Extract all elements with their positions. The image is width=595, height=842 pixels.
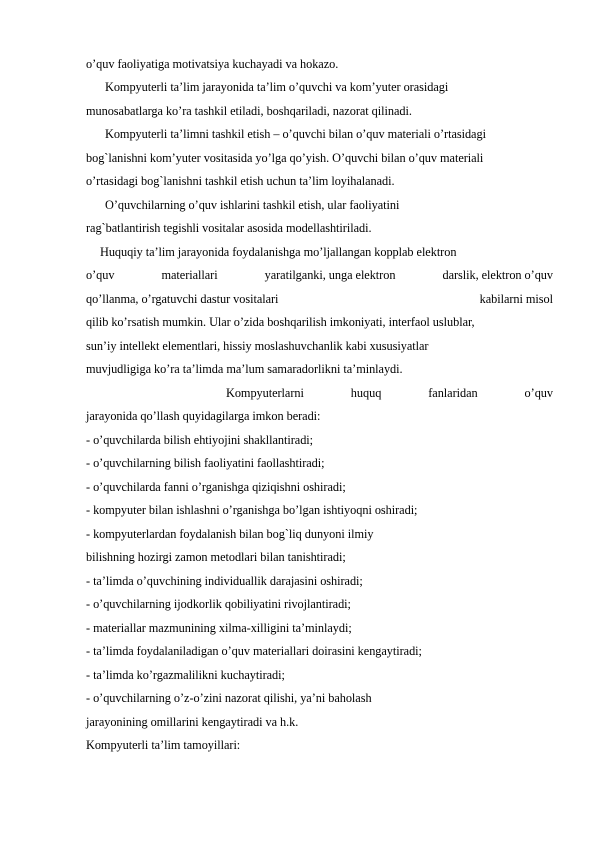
justified-line	[86, 292, 553, 306]
justified-line	[226, 386, 553, 400]
paragraph-first-line: Huquqiy ta’lim jarayonida foydalanishga mo’ljallangan kopplab elektron	[100, 245, 457, 259]
text-line: rag`batlantirish tegishli vositalar asosida modellashtiriladi.	[86, 221, 372, 235]
list-item: - o’quvchilarning bilish faoliyatini faollashtiradi;	[86, 456, 325, 470]
text-segment: materiallari	[161, 268, 218, 282]
text-line: muvjudligiga ko’ra ta’limda ma’lum samaradorlikni ta’minlaydi.	[86, 362, 403, 376]
list-item: - o’quvchilarning o’z-o’zini nazorat qilishi, ya’ni baholash	[86, 691, 372, 705]
text-line: o’rtasidagi bog`lanishni tashkil etish uchun ta’lim loyihalanadi.	[86, 174, 395, 188]
paragraph-first-line: Kompyuterli ta’lim jarayonida ta’lim o’quvchi va kom’yuter orasidagi	[105, 80, 449, 94]
text-segment: o’quv	[524, 386, 553, 400]
text-segment: Kompyuterlarni	[226, 386, 304, 400]
text-segment: kabilarni misol	[479, 292, 553, 306]
list-item: - o’quvchilarda bilish ehtiyojini shakllantiradi;	[86, 433, 314, 447]
list-item: - ta’limda ko’rgazmalilikni kuchaytiradi;	[86, 668, 285, 682]
text-segment: fanlaridan	[428, 386, 478, 400]
text-segment: yaratilganki, unga elektron	[264, 268, 396, 282]
text-segment: o’quv	[86, 268, 115, 282]
text-line: qilib ko’rsatish mumkin. Ular o’zida boshqarilish imkoniyati, interfaol uslublar,	[86, 315, 475, 329]
justified-line	[86, 268, 553, 282]
paragraph-first-line: O’quvchilarning o’quv ishlarini tashkil etish, ular faoliyatini	[105, 198, 400, 212]
text-segment: huquq	[350, 386, 382, 400]
section-heading: Kompyuterli ta’lim tamoyillari:	[86, 738, 241, 752]
list-item: - materiallar mazmunining xilma-xilligini ta’minlaydi;	[86, 621, 352, 635]
list-item: - o’quvchilarda fanni o’rganishga qiziqishni oshiradi;	[86, 480, 346, 494]
text-line: o’quv faoliyatiga motivatsiya kuchayadi va hokazo.	[86, 57, 339, 71]
list-item: - kompyuterlardan foydalanish bilan bog`liq dunyoni ilmiy	[86, 527, 374, 541]
text-line: bilishning hozirgi zamon metodlari bilan tanishtiradi;	[86, 550, 346, 564]
text-line: bog`lanishni kom’yuter vositasida yo’lga qo’yish. O’quvchi bilan o’quv materiali	[86, 151, 484, 165]
text-segment: qo’llanma, o’rgatuvchi dastur vositalari	[86, 292, 279, 306]
text-line: jarayonining omillarini kengaytiradi va h.k.	[86, 715, 299, 729]
paragraph-first-line: Kompyuterli ta’limni tashkil etish – o’quvchi bilan o’quv materiali o’rtasidagi	[105, 127, 486, 141]
text-line: jarayonida qo’llash quyidagilarga imkon beradi:	[86, 409, 321, 423]
list-item: - o’quvchilarning ijodkorlik qobiliyatini rivojlantiradi;	[86, 597, 351, 611]
text-line: sun’iy intellekt elementlari, hissiy moslashuvchanlik kabi xususiyatlar	[86, 339, 429, 353]
text-segment: darslik, elektron o’quv	[442, 268, 553, 282]
text-line: munosabatlarga ko’ra tashkil etiladi, boshqariladi, nazorat qilinadi.	[86, 104, 412, 118]
list-item: - ta’limda o’quvchining individuallik darajasini oshiradi;	[86, 574, 363, 588]
list-item: - ta’limda foydalaniladigan o’quv materiallari doirasini kengaytiradi;	[86, 644, 422, 658]
list-item: - kompyuter bilan ishlashni o’rganishga bo’lgan ishtiyoqni oshiradi;	[86, 503, 418, 517]
